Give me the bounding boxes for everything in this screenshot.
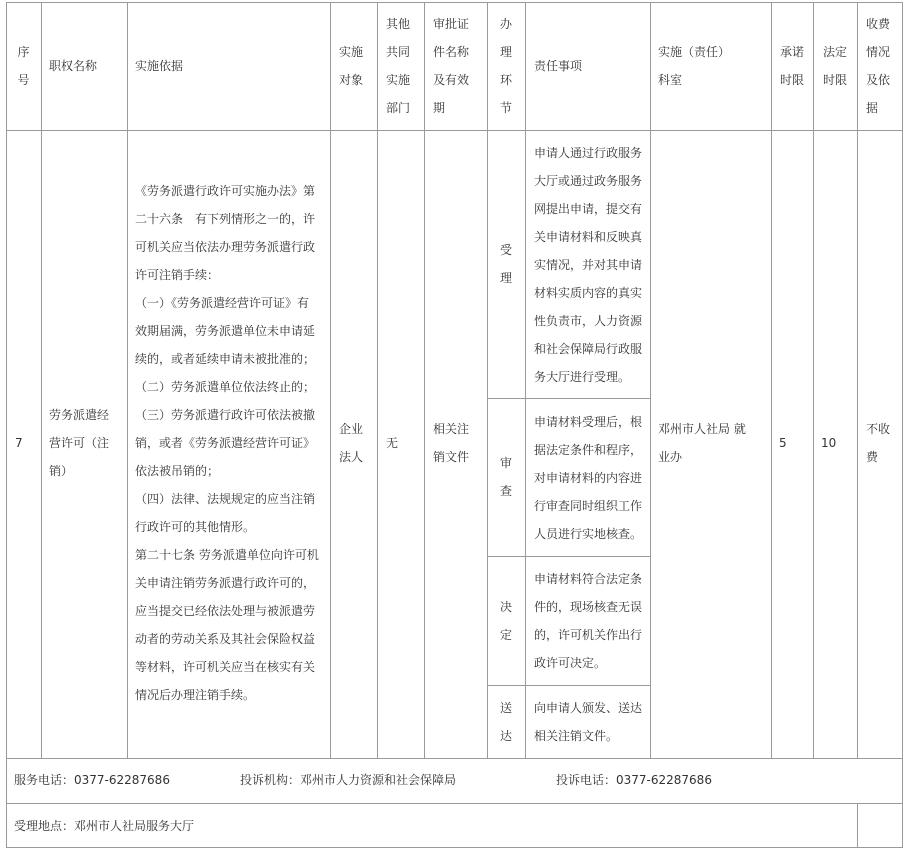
row-other-dept: 无 <box>386 436 399 450</box>
footer-complaint-org: 投诉机构：邓州市人力资源和社会保障局 <box>240 773 457 787</box>
header-step: 办 理 环 节 <box>499 17 512 115</box>
step-decide-name: 决 定 <box>499 600 512 642</box>
row-target: 企业 法人 <box>339 422 364 464</box>
rule-body-bottom <box>6 758 903 759</box>
header-duty: 责任事项 <box>534 59 583 73</box>
rule-step1 <box>487 398 650 399</box>
header-cert: 审批证 件名称 及有效 期 <box>433 17 470 115</box>
row-cert: 相关注 销文件 <box>433 422 470 464</box>
rule-col-office <box>650 2 651 759</box>
footer-complaint-phone: 投诉电话：0377-62287686 <box>556 773 712 787</box>
row-office: 邓州市人社局 就 业办 <box>658 422 746 464</box>
row-promise: 5 <box>779 436 787 450</box>
rule-col-name <box>41 2 42 759</box>
step-accept-duty: 申请人通过行政服务 大厅或通过政务服务 网提出申请，提交有 关申请材料和反映真 实情况，并对其申请 材料实质内容的真实 性负责市，人力资源 和社会保障局行政服 务大厅进行受理。 <box>534 146 643 384</box>
rule-col-legal <box>813 2 814 759</box>
rule-footer-bottom <box>6 847 903 848</box>
rule-footer-mid <box>6 803 903 804</box>
footer-service-phone: 服务电话：0377-62287686 <box>14 773 170 787</box>
step-review-duty: 申请材料受理后，根 据法定条件和程序， 对申请材料的内容进 行审查同时组织工作 人员进行实地核查。 <box>534 415 643 541</box>
rule-step3 <box>487 685 650 686</box>
header-target: 实施 对象 <box>339 45 364 87</box>
header-office: 实施（责任） 科室 <box>658 45 731 87</box>
rule-col-other <box>377 2 378 759</box>
rule-col-target <box>330 2 331 759</box>
rule-col-fee <box>857 2 858 759</box>
rule-col-promise <box>771 2 772 759</box>
step-deliver-duty: 向申请人颁发、送达 相关注销文件。 <box>534 701 643 743</box>
rule-col-duty <box>525 2 526 759</box>
rule-col-cert <box>424 2 425 759</box>
step-review-name: 审 查 <box>499 456 512 498</box>
rule-right <box>902 2 903 848</box>
header-seq: 序 号 <box>17 45 30 87</box>
row-seq: 7 <box>15 436 23 450</box>
header-promise: 承诺 时限 <box>779 45 804 87</box>
step-accept-name: 受 理 <box>499 243 512 285</box>
row-name: 劳务派遣经 营许可（注 销） <box>49 408 110 478</box>
header-other-dept: 其他 共同 实施 部门 <box>386 17 411 115</box>
footer-location: 受理地点：邓州市人社局服务大厅 <box>14 819 195 833</box>
rule-step2 <box>487 556 650 557</box>
header-basis: 实施依据 <box>135 59 184 73</box>
row-fee: 不收 费 <box>866 422 891 464</box>
rule-top <box>6 2 903 3</box>
rule-footer-split <box>857 803 858 848</box>
row-legal: 10 <box>821 436 837 450</box>
header-legal: 法定 时限 <box>822 45 847 87</box>
step-decide-duty: 申请材料符合法定条 件的，现场核查无误 的，许可机关作出行 政许可决定。 <box>534 572 643 670</box>
step-deliver-name: 送 达 <box>499 701 512 743</box>
header-name: 职权名称 <box>49 59 98 73</box>
rule-left <box>6 2 7 848</box>
row-basis: 《劳务派遣行政许可实施办法》第 二十六条 有下列情形之一的，许 可机关应当依法办理劳务派遣行政 许可注销手续： （一）《劳务派遣经营许可证》有 效期届满，劳务派遣单位未申请延 续的，或者延续申请未被批准的； （二）劳务派遣单位依法终止的； （三）劳务派遣行政许可依法被撤 销，或者《劳务派遣经营许可证》 依法被吊销的； （四）法律、法规规定的应当注销 行政许可的其他情形。 第二十七条 劳务派遣单位向许可机 关申请注销劳务派遣行政许可的， 应当提交已经依法处理与被派遣劳 动者的劳动关系及其社会保险权益 等材料，许可机关应当在核实有关 情况后办理注销手续。 <box>135 184 319 702</box>
rule-header-bottom <box>6 130 903 131</box>
rule-col-basis <box>127 2 128 759</box>
header-fee: 收费 情况 及依 据 <box>866 17 891 115</box>
